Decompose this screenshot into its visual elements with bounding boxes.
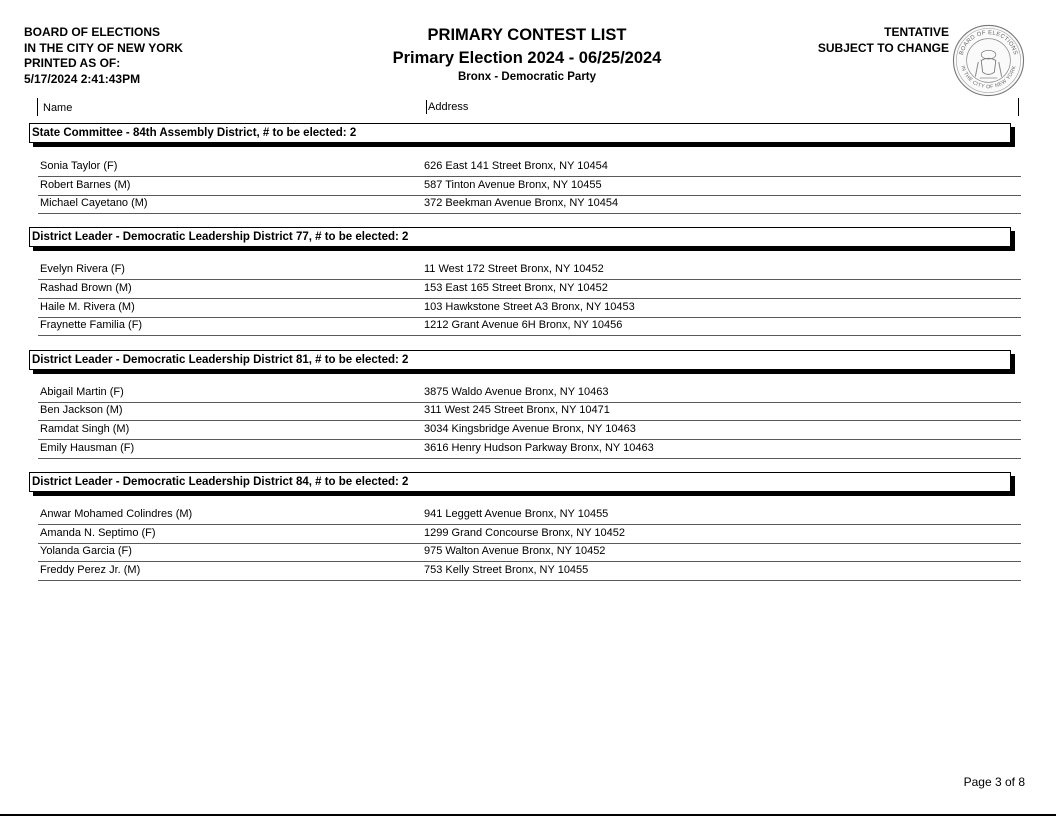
subject-to-change-label: SUBJECT TO CHANGE bbox=[817, 40, 949, 55]
candidate-address: 11 West 172 Street Bronx, NY 10452 bbox=[424, 263, 604, 275]
contest-header: District Leader - Democratic Leadership District 77, # to be elected: 2 bbox=[29, 227, 1011, 247]
candidate-row bbox=[38, 279, 1021, 299]
candidate-row bbox=[38, 260, 1021, 280]
candidate-row bbox=[38, 439, 1021, 459]
candidate-row bbox=[38, 157, 1021, 177]
column-header-name: Name bbox=[43, 102, 73, 114]
header-right-block bbox=[818, 25, 949, 56]
header-center-block bbox=[327, 25, 727, 84]
candidate-address: 103 Hawkstone Street A3 Bronx, NY 10453 bbox=[424, 301, 635, 313]
contest-header: District Leader - Democratic Leadership District 84, # to be elected: 2 bbox=[29, 472, 1011, 492]
candidate-name: Anwar Mohamed Colindres (M) bbox=[40, 508, 193, 520]
candidate-name: Emily Hausman (F) bbox=[40, 442, 135, 454]
candidate-name: Sonia Taylor (F) bbox=[40, 160, 118, 172]
candidate-address: 372 Beekman Avenue Bronx, NY 10454 bbox=[424, 197, 619, 209]
header-org-line-1: BOARD OF ELECTIONS bbox=[24, 25, 161, 39]
header-left-block bbox=[24, 25, 183, 87]
candidate-row bbox=[38, 561, 1021, 581]
column-header-row bbox=[37, 98, 1019, 116]
candidate-row bbox=[38, 176, 1021, 196]
tentative-label: TENTATIVE bbox=[884, 25, 949, 39]
candidate-name: Yolanda Garcia (F) bbox=[40, 545, 132, 557]
candidate-row bbox=[38, 420, 1021, 440]
candidate-address: 941 Leggett Avenue Bronx, NY 10455 bbox=[424, 508, 609, 520]
board-seal-logo bbox=[952, 24, 1025, 97]
candidate-address: 3034 Kingsbridge Avenue Bronx, NY 10463 bbox=[424, 423, 636, 435]
contest-header: District Leader - Democratic Leadership District 81, # to be elected: 2 bbox=[29, 350, 1011, 370]
candidate-address: 753 Kelly Street Bronx, NY 10455 bbox=[424, 564, 589, 576]
column-header-address: Address bbox=[428, 101, 469, 113]
svg-text:IN THE CITY OF NEW YORK: IN THE CITY OF NEW YORK bbox=[959, 64, 1018, 91]
candidate-address: 626 East 141 Street Bronx, NY 10454 bbox=[424, 160, 608, 172]
page-number: Page 3 of 8 bbox=[963, 775, 1025, 789]
candidate-row bbox=[38, 542, 1021, 562]
candidate-name: Ramdat Singh (M) bbox=[40, 423, 130, 435]
candidate-name: Michael Cayetano (M) bbox=[40, 197, 148, 209]
candidate-address: 1299 Grand Concourse Bronx, NY 10452 bbox=[424, 527, 625, 539]
header-org-line-2: IN THE CITY OF NEW YORK bbox=[24, 40, 183, 55]
candidate-name: Fraynette Familia (F) bbox=[40, 319, 143, 331]
candidate-address: 3875 Waldo Avenue Bronx, NY 10463 bbox=[424, 386, 609, 398]
party-label: Bronx - Democratic Party bbox=[457, 71, 597, 83]
contest-header: State Committee - 84th Assembly District, # to be elected: 2 bbox=[29, 123, 1011, 143]
candidate-address: 587 Tinton Avenue Bronx, NY 10455 bbox=[424, 179, 602, 191]
candidate-address: 3616 Henry Hudson Parkway Bronx, NY 10463 bbox=[424, 442, 654, 454]
candidate-row bbox=[38, 524, 1021, 544]
candidate-name: Robert Barnes (M) bbox=[40, 179, 131, 191]
candidate-address: 153 East 165 Street Bronx, NY 10452 bbox=[424, 282, 608, 294]
page-subtitle: Primary Election 2024 - 06/25/2024 bbox=[392, 49, 662, 67]
candidate-name: Evelyn Rivera (F) bbox=[40, 263, 125, 275]
candidate-name: Abigail Martin (F) bbox=[40, 386, 124, 398]
candidate-name: Amanda N. Septimo (F) bbox=[40, 527, 156, 539]
candidate-name: Rashad Brown (M) bbox=[40, 282, 132, 294]
candidate-row bbox=[38, 194, 1021, 214]
candidate-row bbox=[38, 401, 1021, 421]
bottom-divider bbox=[0, 814, 1056, 816]
candidate-name: Haile M. Rivera (M) bbox=[40, 301, 135, 313]
candidate-address: 311 West 245 Street Bronx, NY 10471 bbox=[424, 404, 610, 416]
candidate-row bbox=[38, 316, 1021, 336]
candidate-name: Freddy Perez Jr. (M) bbox=[40, 564, 141, 576]
candidate-row bbox=[38, 298, 1021, 318]
candidate-address: 975 Walton Avenue Bronx, NY 10452 bbox=[424, 545, 606, 557]
candidate-address: 1212 Grant Avenue 6H Bronx, NY 10456 bbox=[424, 319, 623, 331]
header-printed-label: PRINTED AS OF: bbox=[24, 56, 121, 71]
candidate-name: Ben Jackson (M) bbox=[40, 404, 123, 416]
page-title: PRIMARY CONTEST LIST bbox=[427, 26, 627, 44]
header-printed-date: 5/17/2024 2:41:43PM bbox=[24, 71, 141, 86]
svg-text:BOARD OF ELECTIONS: BOARD OF ELECTIONS bbox=[958, 30, 1019, 56]
candidate-row bbox=[38, 505, 1021, 525]
candidate-row bbox=[38, 383, 1021, 403]
